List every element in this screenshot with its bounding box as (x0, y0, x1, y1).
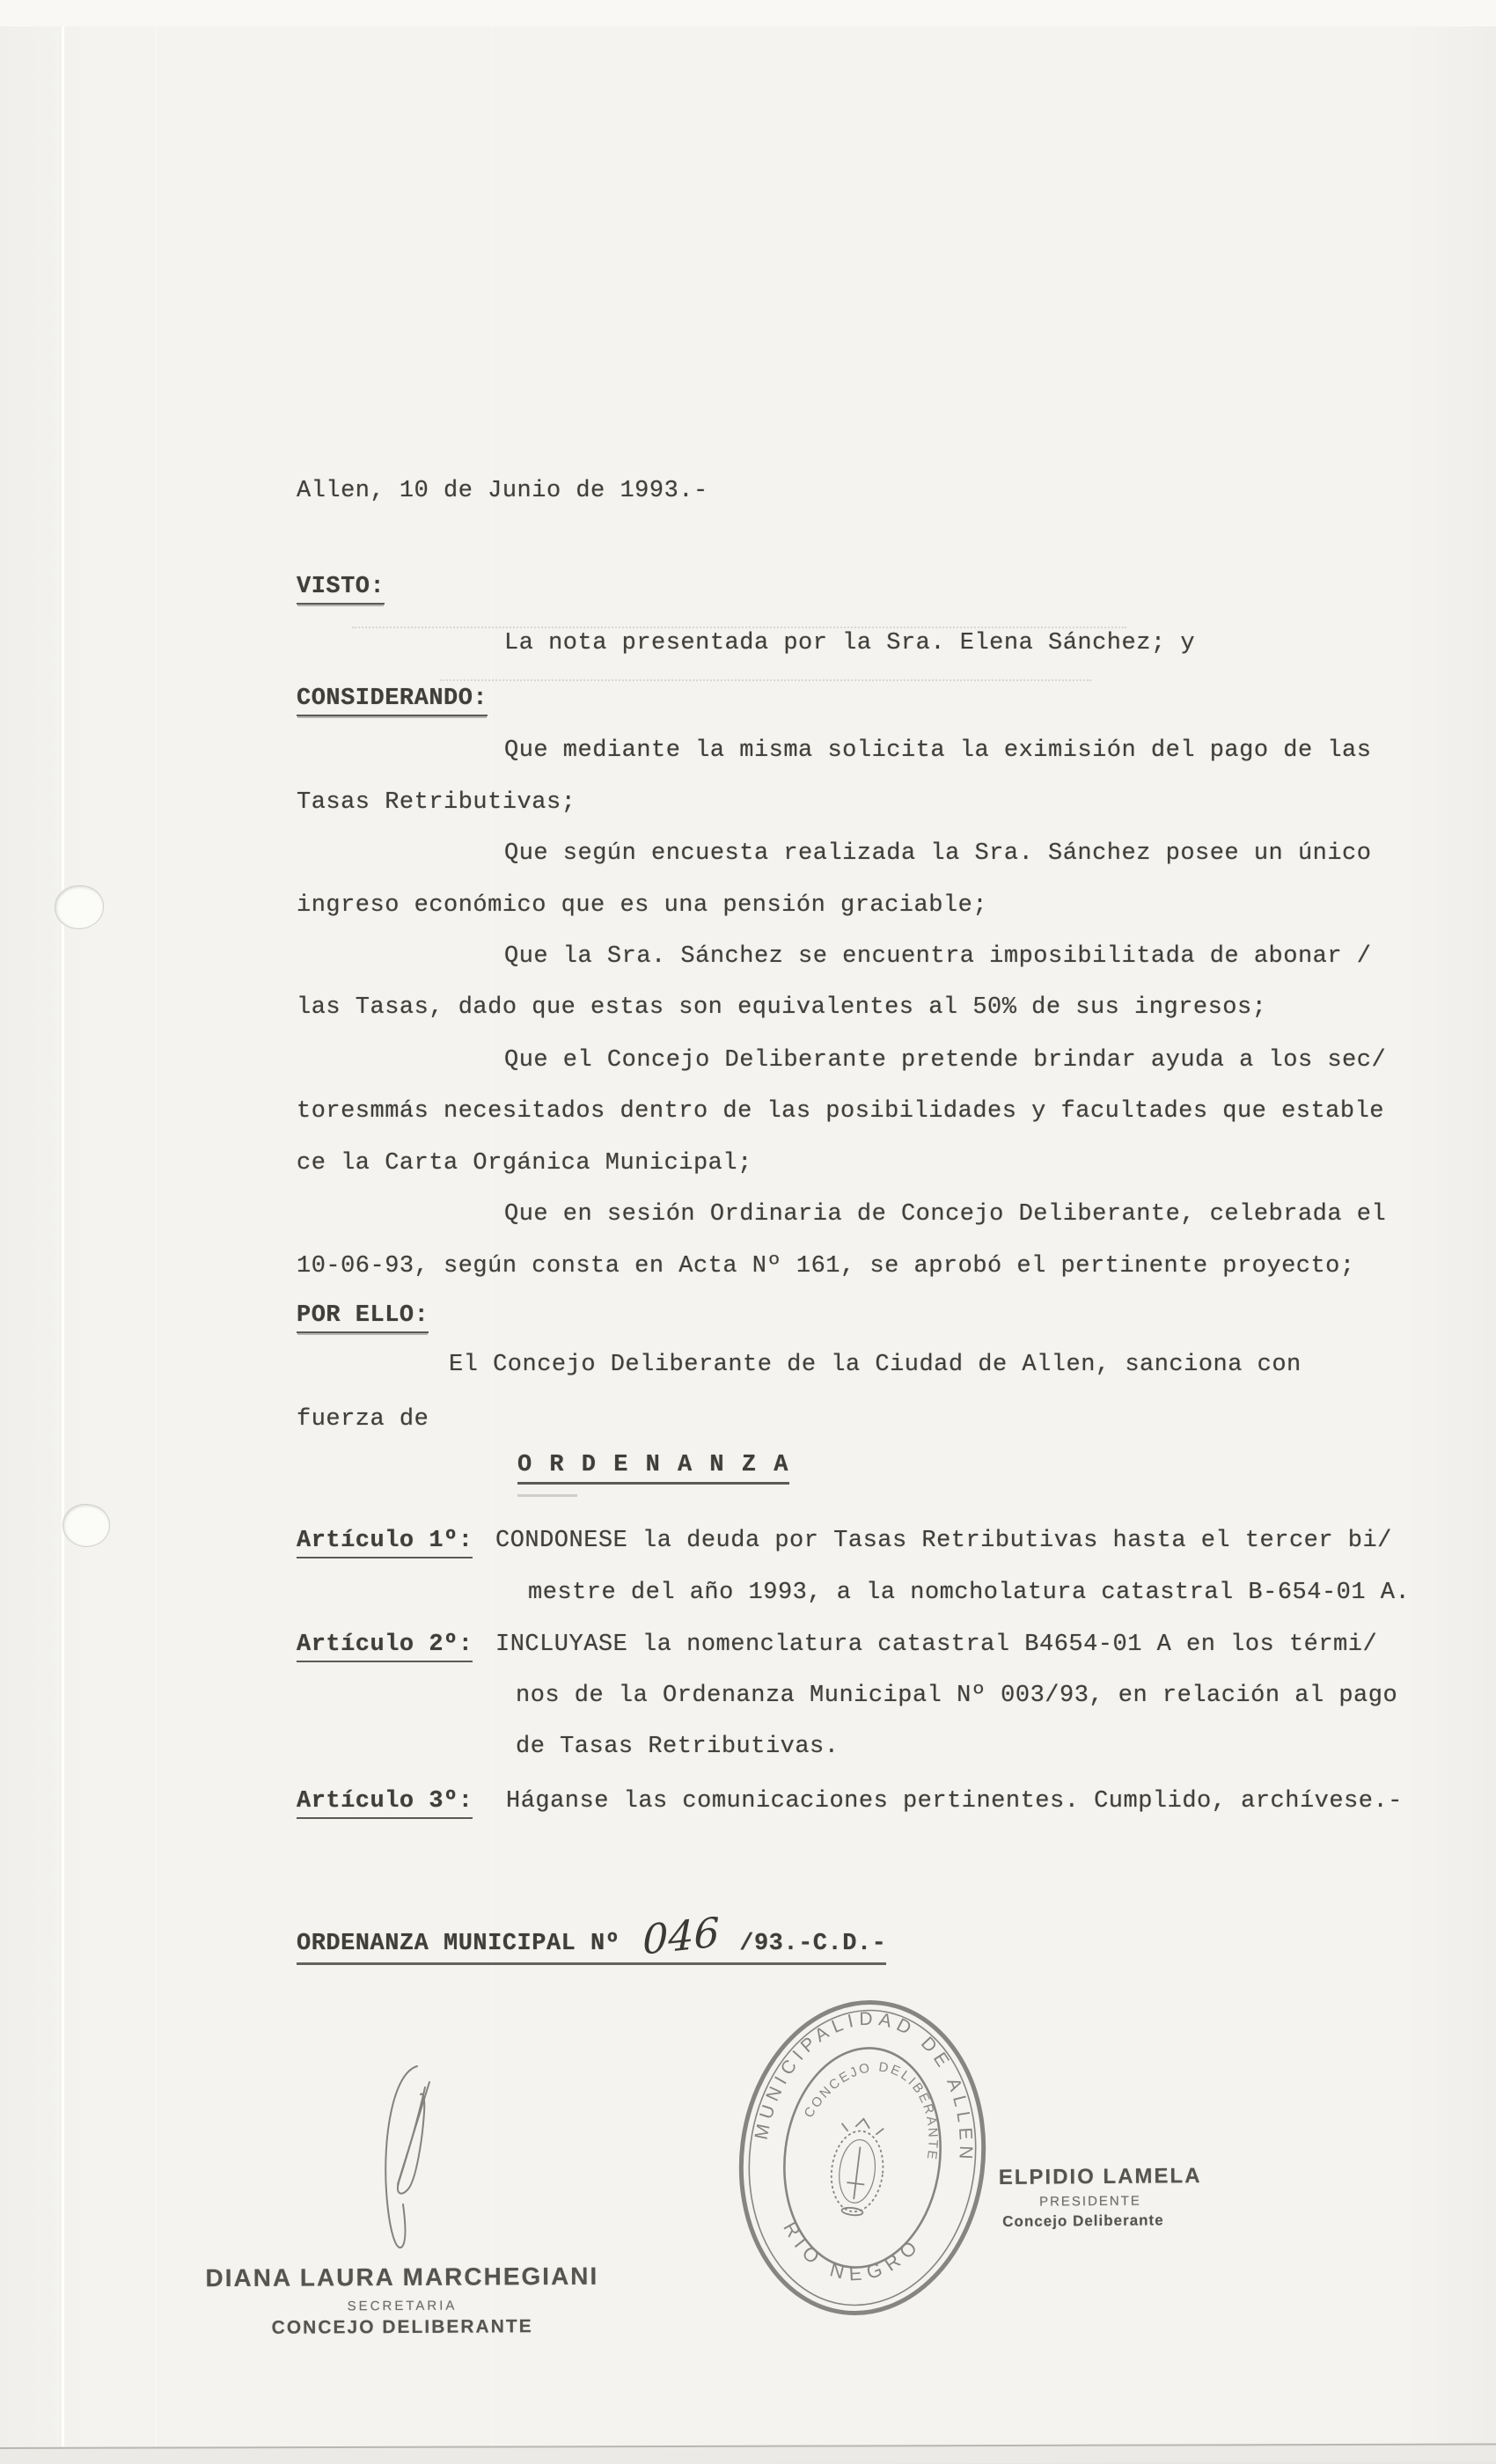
body-line: ingreso económico que es una pensión graciable; (297, 892, 988, 919)
body-line: Que el Concejo Deliberante pretende brindar ayuda a los sec/ (504, 1047, 1387, 1074)
body-line: Que la Sra. Sánchez se encuentra imposibilitada de abonar / (504, 943, 1372, 970)
sanction-line: El Concejo Deliberante de la Ciudad de Allen, sanciona con (449, 1352, 1302, 1378)
secretary-title: SECRETARIA (347, 2298, 458, 2314)
por-ello-heading: POR ELLO: (297, 1302, 429, 1333)
president-stamp (999, 2164, 1211, 2231)
seal-text-bottom: RIO NEGRO (779, 2218, 927, 2285)
date-line: Allen, 10 de Junio de 1993.- (297, 478, 708, 504)
scanner-background-bottom (0, 2444, 1496, 2464)
considerando-heading: CONSIDERANDO: (297, 686, 488, 716)
ordinance-footer-suffix: /93.-C.D.- (739, 1931, 887, 1957)
secretary-name: DIANA LAURA MARCHEGIANI (205, 2262, 599, 2292)
visto-heading: VISTO: (297, 574, 385, 605)
official-seal (686, 1971, 1047, 2350)
president-name: ELPIDIO LAMELA (998, 2164, 1202, 2190)
sanction-line: fuerza de (297, 1406, 429, 1433)
article-1-line: CONDONESE la deuda por Tasas Retributivas hasta el tercer bi/ (495, 1528, 1392, 1554)
punch-hole-top (55, 885, 104, 929)
article-2-line: INCLUYASE la nomenclatura catastral B4654-01 A en los térmi/ (495, 1632, 1378, 1658)
article-3-label: Artículo 3º: (297, 1788, 473, 1819)
article-2-line: de Tasas Retributivas. (516, 1734, 840, 1760)
body-line: Que según encuesta realizada la Sra. Sánchez posee un único (504, 840, 1372, 867)
ordinance-footer-prefix: ORDENANZA MUNICIPAL Nº (297, 1931, 620, 1957)
body-line: Tasas Retributivas; (297, 789, 576, 816)
body-line: 10-06-93, según consta en Acta Nº 161, se aprobó el pertinente proyecto; (297, 1253, 1355, 1280)
typewriter-artifact-line (440, 679, 1091, 681)
secretary-stamp (195, 2262, 609, 2339)
visto-body-line: La nota presentada por la Sra. Elena Sánchez; y (504, 630, 1196, 656)
body-line: Que en sesión Ordinaria de Concejo Deliberante, celebrada el (504, 1201, 1387, 1228)
ordinance-number-line (297, 1908, 887, 1965)
coat-of-arms (826, 2116, 889, 2218)
body-line: ce la Carta Orgánica Municipal; (297, 1150, 752, 1177)
body-line: Que mediante la misma solicita la eximisión del pago de las (504, 737, 1372, 764)
fold-crease (156, 26, 157, 2448)
article-1-label: Artículo 1º: (297, 1528, 473, 1558)
typewriter-correction-mark (517, 1494, 577, 1497)
typewriter-artifact-line (352, 627, 1126, 628)
president-title: PRESIDENTE (1038, 2193, 1141, 2210)
body-line: las Tasas, dado que estas son equivalentes al 50% de sus ingresos; (297, 994, 1267, 1021)
secretary-org: CONCEJO DELIBERANTE (271, 2316, 533, 2338)
article-1-line: mestre del año 1993, a la nomcholatura catastral B-654-01 A. (528, 1580, 1411, 1606)
article-2-line: nos de la Ordenanza Municipal Nº 003/93, en relación al pago (516, 1683, 1398, 1709)
scanner-background-top (0, 0, 1496, 27)
president-org: Concejo Deliberante (1002, 2211, 1164, 2231)
body-line: toresmmás necesitados dentro de las posibilidades y facultades que estable (297, 1098, 1384, 1125)
seal-text-inner: CONCEJO DELIBERANTE (801, 2059, 941, 2163)
handwritten-ordinance-number: 046 (642, 1908, 721, 1964)
fold-crease (62, 26, 64, 2448)
signature-stroke (352, 2006, 510, 2270)
ordenanza-heading: O R D E N A N Z A (517, 1452, 789, 1485)
article-2-label: Artículo 2º: (297, 1632, 473, 1662)
article-3-line: Háganse las comunicaciones pertinentes. Cumplido, archívese.- (506, 1788, 1403, 1815)
seal-text-outer: MUNICIPALIDAD DE ALLEN (751, 2008, 977, 2166)
